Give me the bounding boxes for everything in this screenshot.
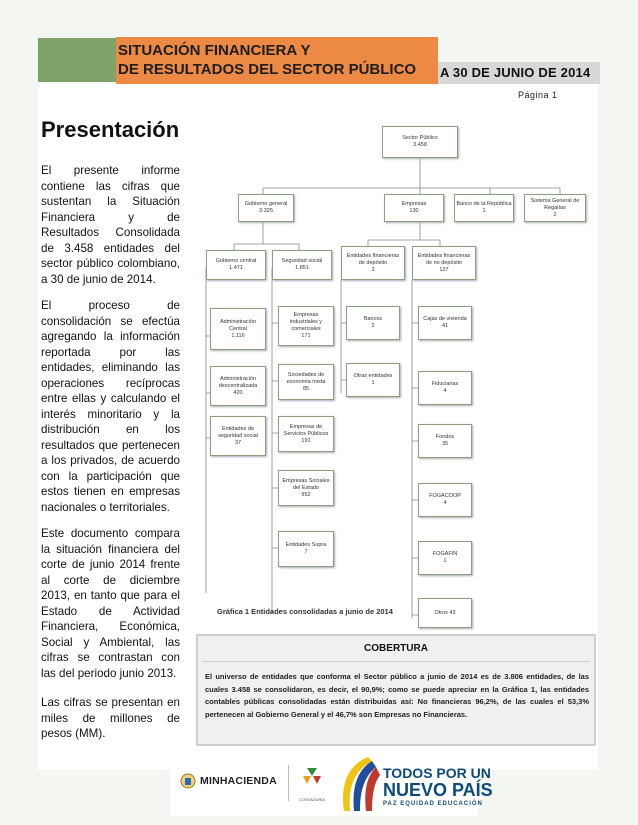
cobertura-box — [196, 634, 596, 746]
org-node-count: 4 — [443, 500, 447, 506]
report-title-line2: DE RESULTADOS DEL SECTOR PÚBLICO — [118, 61, 417, 78]
org-node-label: Bancos — [363, 316, 383, 322]
org-node-count: 2 — [371, 323, 375, 329]
header-accent-bar — [38, 38, 118, 82]
org-node-count: 191 — [301, 437, 311, 444]
org-node-label: FOGACOOP — [429, 493, 461, 499]
minhacienda-text: MINHACIENDA — [200, 775, 277, 787]
org-node-label: Empresas — [401, 201, 427, 207]
org-node-label: Banco de la República — [456, 201, 512, 207]
org-node-empresas-sociales-estado — [278, 470, 334, 506]
page-number: Página 1 — [518, 90, 558, 100]
org-node-seguridad-social — [272, 250, 332, 280]
org-node-count: 4 — [443, 388, 447, 394]
org-node-financieras-no-deposito — [412, 246, 476, 280]
org-node-label: Empresas de Servicios Públicos — [283, 423, 329, 437]
org-node-gobierno-central — [206, 250, 266, 280]
contaduria-text: CONTADURÍA — [298, 797, 326, 802]
org-node-label: Fondos — [435, 434, 455, 440]
org-node-entidades-seguridad-social — [210, 416, 266, 456]
org-node-cajas-vivienda — [418, 306, 472, 340]
org-node-sociedades-economia-mixta — [278, 364, 334, 400]
report-title-line1: SITUACIÓN FINANCIERA Y — [118, 42, 311, 59]
org-node-otras-entidades — [346, 363, 400, 397]
org-node-label: Sociedades de economía mixta — [286, 371, 326, 385]
org-node-admin-central — [210, 308, 266, 350]
org-node-count: 3.325 — [259, 208, 273, 214]
org-node-count: 420 — [233, 389, 243, 396]
org-node-label: Empresas industriales y comerciales — [289, 312, 323, 332]
org-node-label: Entidades de seguridad social — [218, 425, 258, 439]
org-node-fiduciarias — [418, 371, 472, 405]
org-node-label: Entidades Supra — [285, 542, 327, 548]
org-node-count: 2 — [553, 211, 557, 218]
org-node-entidades-supra — [278, 531, 334, 567]
section-heading: Presentación — [41, 117, 180, 142]
org-node-banco-republica — [454, 194, 514, 222]
org-node-label: Administración Central — [219, 318, 257, 332]
org-node-fondos — [418, 424, 472, 458]
slogan-line1: TODOS POR UN — [383, 765, 491, 781]
org-node-label: Sistema General de Regalías — [530, 197, 580, 211]
org-node-count: 3 — [371, 266, 375, 273]
org-node-label: Administración descentralizada — [218, 375, 258, 389]
org-node-label: Cajas de vivienda — [423, 316, 467, 322]
org-node-gobierno-general — [238, 194, 294, 222]
org-node-label: Sector Público — [402, 135, 438, 141]
org-node-bancos — [346, 306, 400, 340]
paragraph-1: El presente informe contiene las cifras que sustentan la Situación Financiera y de Resultados Consolidada de 3.458 entidades del sector público colombiano, a 30 de junio de 2014. — [41, 164, 180, 286]
paragraph-2: El proceso de consolidación se efectúa agregando la información reportada por las entidades, eliminando las operaciones recíprocas entre ellas y calculando el interés minoritario y la distribución en los resultados que pertenecen a los privados, de acuerdo con la participación que estos tienen en empresas nacionales o territoriales. — [41, 299, 180, 514]
org-node-count: 130 — [409, 208, 419, 214]
org-chart — [196, 118, 604, 628]
org-node-count: 85 — [302, 385, 310, 392]
contaduria-icon — [297, 766, 327, 792]
org-node-label: Gobierno general — [244, 201, 288, 207]
org-node-label: Entidades financieras de no depósito — [417, 252, 471, 266]
org-node-label: Entidades financieras de depósito — [346, 252, 400, 266]
coat-of-arms-icon — [180, 773, 196, 789]
org-node-fogacoop — [418, 483, 472, 517]
slogan-line2: NUEVO PAÍS — [383, 780, 493, 800]
contaduria-logo — [297, 766, 327, 800]
tricolor-swoosh-icon — [338, 755, 382, 813]
org-node-label: FOGAFIN — [432, 551, 458, 557]
org-node-label: Otras entidades — [353, 373, 393, 379]
org-node-count: 37 — [234, 439, 242, 446]
org-node-label: Fiduciarias — [431, 381, 459, 387]
cobertura-divider — [202, 661, 590, 662]
org-node-empresas-industriales — [278, 306, 334, 346]
cobertura-title: COBERTURA — [364, 643, 428, 654]
paragraph-3: Este documento compara la situación financiera del corte de junio 2014 frente al corte de diciembre 2013, en tanto que para el Estado de Actividad Financiera, Económica, Social y Ambiental, las cifras se contrastan con las del periodo junio 2013. — [41, 527, 180, 680]
org-node-financieras-deposito — [341, 246, 405, 280]
org-node-count: 952 — [301, 491, 311, 498]
org-node-admin-descentralizada — [210, 366, 266, 406]
org-node-servicios-publicos — [278, 416, 334, 452]
org-node-count: 7 — [304, 549, 308, 555]
org-node-count: 1 — [371, 380, 375, 386]
org-node-empresas — [384, 194, 444, 222]
org-node-sistema-regalias — [524, 194, 586, 222]
paragraph-4: Las cifras se presentan en miles de millones de pesos (MM). — [41, 696, 180, 740]
org-node-label: Otros 43 — [434, 609, 456, 616]
org-node-count: 3.458 — [413, 142, 427, 148]
org-node-label: Empresas Sociales del Estado — [282, 477, 330, 491]
chart-caption: Gráfica 1 Entidades consolidadas a junio de 2014 — [217, 607, 393, 616]
org-node-fogafin — [418, 541, 472, 575]
org-node-count: 171 — [301, 333, 311, 339]
org-node-label: Seguridad social — [281, 258, 323, 264]
org-node-count: 1 — [443, 558, 447, 564]
org-node-count: 1 — [482, 208, 486, 214]
org-node-count: 1.851 — [295, 265, 309, 271]
org-node-root — [382, 126, 458, 158]
cobertura-text: El universo de entidades que conforma el Sector público a junio de 2014 es de 3.806 entidades, de las cuales 3.458 se consolidaron, es decir, el 90,9%; como se puede apreciar en la Gráfica 1, las entidades contables públicas consolidadas están distribuidas así: No financieras 96,2%, de las cuales el 53,3% pertenecen al Gobierno General y el 46,7% son Empresas no Financieras. — [205, 672, 589, 719]
slogan-line3: PAZ EQUIDAD EDUCACIÓN — [383, 801, 483, 807]
org-node-label: Gobierno central — [215, 258, 257, 264]
org-node-count: 41 — [441, 323, 449, 329]
org-node-count: 127 — [439, 266, 449, 273]
org-node-otros — [418, 598, 472, 628]
org-node-count: 35 — [441, 441, 449, 447]
minhacienda-logo — [180, 773, 277, 789]
report-title — [118, 41, 416, 79]
footer-separator — [288, 765, 289, 801]
org-node-count: 1.471 — [229, 265, 243, 271]
report-date: A 30 DE JUNIO DE 2014 — [440, 65, 591, 80]
org-node-count: 1.116 — [231, 332, 245, 339]
